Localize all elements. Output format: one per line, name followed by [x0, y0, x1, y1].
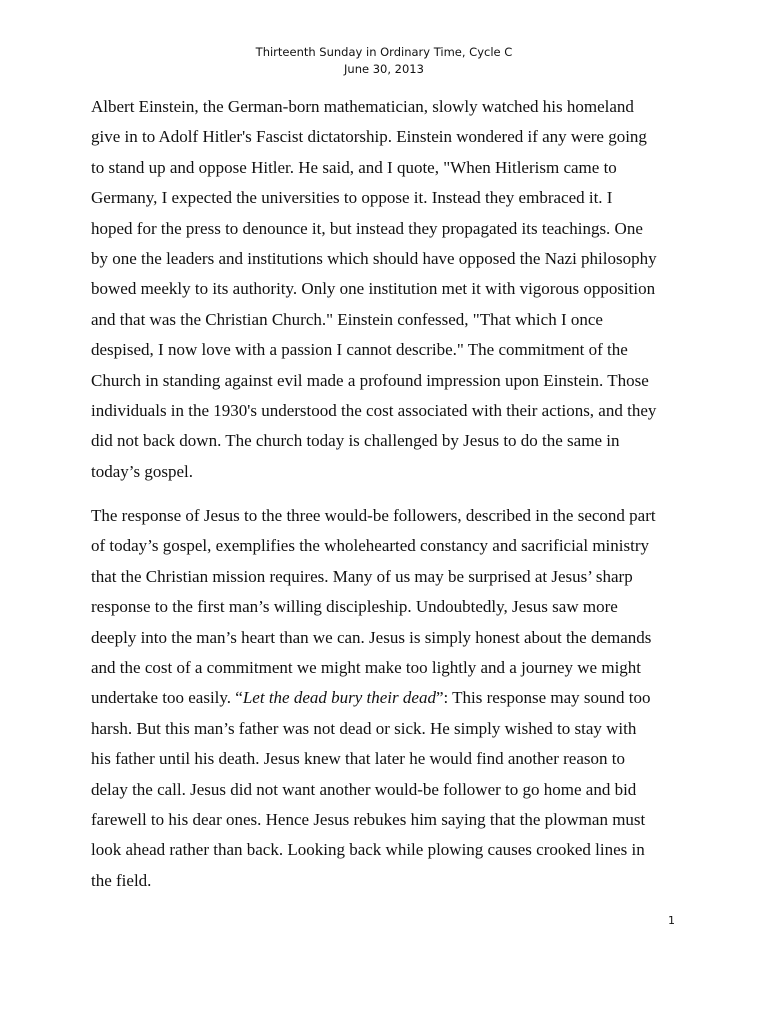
text-line: bowed meekly to its authority. Only one institution met it with vigorous opposition	[91, 279, 656, 299]
text-line: his father until his death. Jesus knew that later he would find another reason to	[91, 749, 625, 769]
text-line: that the Christian mission requires. Many of us may be surprised at Jesus’ sharp	[91, 566, 633, 586]
text-line: delay the call. Jesus did not want another would-be follower to go home and bid	[91, 779, 637, 799]
page-header	[0, 44, 768, 78]
text-line: individuals in the 1930's understood the cost associated with their actions, and they	[91, 400, 657, 420]
document-body	[91, 92, 683, 910]
sermon-title: Thirteenth Sunday in Ordinary Time, Cycle C	[255, 45, 513, 59]
text-line: despised, I now love with a passion I cannot describe." The commitment of the	[91, 340, 628, 360]
quote-lead-in: undertake too easily. “	[91, 688, 243, 708]
text-line: and that was the Christian Church." Einstein confessed, "That which I once	[91, 309, 603, 329]
text-line: give in to Adolf Hitler's Fascist dictatorship. Einstein wondered if any were going	[91, 127, 647, 147]
text-line: look ahead rather than back. Looking back while plowing causes crooked lines in	[91, 840, 645, 860]
text-line: Albert Einstein, the German-born mathematician, slowly watched his homeland	[91, 97, 634, 116]
text-line: of today’s gospel, exemplifies the wholehearted constancy and sacrificial ministry	[91, 536, 649, 556]
text-line: today’s gospel.	[91, 461, 193, 481]
text-line: farewell to his dear ones. Hence Jesus rebukes him saying that the plowman must	[91, 809, 646, 829]
text-line: did not back down. The church today is challenged by Jesus to do the same in	[91, 431, 620, 451]
sermon-date: June 30, 2013	[344, 62, 424, 76]
text-line: Germany, I expected the universities to oppose it. Instead they embraced it. I	[91, 188, 613, 208]
paragraph-1	[91, 92, 683, 487]
text-line: The response of Jesus to the three would-be followers, described in the second part	[91, 506, 656, 526]
paragraph-2	[91, 501, 683, 896]
text-line-with-quote	[91, 683, 683, 713]
quote-follow-on: ”: This response may sound too	[435, 688, 651, 708]
italic-quote: Let the dead bury their dead	[242, 688, 436, 708]
text-line: response to the first man’s willing discipleship. Undoubtedly, Jesus saw more	[91, 597, 618, 617]
text-line: to stand up and oppose Hitler. He said, and I quote, "When Hitlerism came to	[91, 157, 617, 177]
text-line: by one the leaders and institutions which should have opposed the Nazi philosophy	[91, 248, 657, 268]
text-line: the field.	[91, 870, 152, 890]
page-number: 1	[668, 914, 675, 927]
text-line: hoped for the press to denounce it, but instead they propagated its teachings. One	[91, 218, 643, 238]
text-line: Church in standing against evil made a profound impression upon Einstein. Those	[91, 370, 649, 390]
text-line: deeply into the man’s heart than we can. Jesus is simply honest about the demands	[91, 627, 652, 647]
text-line: harsh. But this man’s father was not dead or sick. He simply wished to stay with	[91, 718, 637, 738]
text-line: and the cost of a commitment we might make too lightly and a journey we might	[91, 658, 642, 678]
